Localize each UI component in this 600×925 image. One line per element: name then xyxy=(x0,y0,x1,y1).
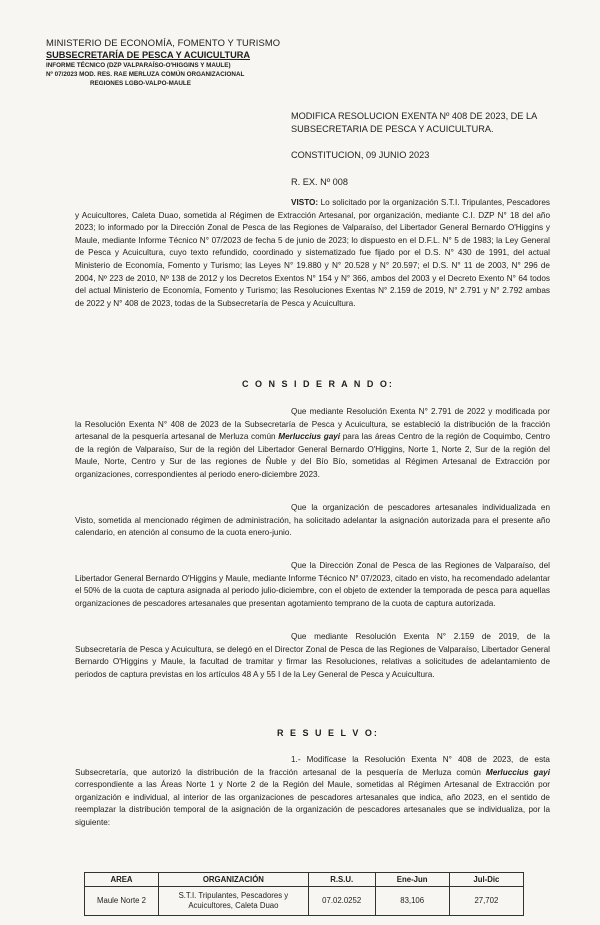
document-subject: MODIFICA RESOLUCION EXENTA Nº 408 DE 2023, DE LA SUBSECRETARIA DE PESCA Y ACUICULTURA. xyxy=(291,111,537,134)
table-header-row xyxy=(85,873,524,887)
visto-paragraph xyxy=(75,197,550,310)
species-name: Merluccius gayi xyxy=(278,432,341,442)
visto-label: VISTO: xyxy=(291,198,319,207)
col-rsu: R.S.U. xyxy=(308,873,375,887)
regions-ref: REGIONES LGBO-VALPO-MAULE xyxy=(90,80,191,87)
considerando-paragraph-4: Que mediante Resolución Exenta N° 2.159 de 2019, de la Subsecretaría de Pesca y Acuicultura, se delegó en el Director Zonal de Pesca de las Regiones de Valparaíso, Libertador General Bernardo O'Higgins y Maule, la facultad de tramitar y firmar las Resoluciones, relativas a solicitudes de adelantamiento de periodos de captura previstas en los artículos 48 A y 55 I de la Ley General de Pesca y Acuicultura. xyxy=(75,632,550,679)
col-organizacion: ORGANIZACIÓN xyxy=(159,873,309,887)
subsecretary-name: SUBSECRETARÍA DE PESCA Y ACUICULTURA xyxy=(46,50,251,60)
distribution-table xyxy=(84,872,524,916)
resuelvo-paragraph-1: 1.- Modifícase la Resolución Exenta N° 408 de 2023, de esta Subsecretaría, que autorizó la distribución de la fracción artesanal de la pesquería de Merluza común Merluccius gayi correspondiente a las Áreas Norte 1 y Norte 2 de la Región del Maule, sometidas al Régimen Artesanal de Extracción por organización e individual, al interior de las organizaciones de pescadores artesanales que indica, año 2023, en el sentido de reemplazar la distribución temporal de la asignación de la organización de pescadores artesanales que se individualiza, por la siguiente: xyxy=(75,755,550,827)
considerando-heading: C O N S I D E R A N D O: xyxy=(242,379,394,389)
cell-area: Maule Norte 2 xyxy=(85,887,159,916)
considerando-paragraph-2: Que la organización de pescadores artesanales individualizada en Visto, sometida al mencionado régimen de administración, ha solicitado adelantar la asignación autorizada para el presente año calendario, en atención al consumo de la cuota enero-junio. xyxy=(75,503,550,538)
visto-text: Lo solicitado por la organización S.T.I. Tripulantes, Pescadores y Acuicultores, Caleta Duao, sometida al Régimen de Extracción Artesanal, por organización, mediante C.I. DZP N° 18 del año 2023; lo informado por la Dirección Zonal de Pesca de las Regiones de Valparaíso, del Libertador General Bernardo O'Higgins y Maule, mediante Informe Técnico N° 07/2023 de fecha 5 de junio de 2023; lo dispuesto en el D.F.L. N° 5 de 1983; la Ley General de Pesca y Acuicultura, cuyo texto refundido, coordinado y sistematizado fue fijado por el D.S. N° 430 de 1991, del actual Ministerio de Economía, Fomento y Turismo; las Leyes N° 19.880 y N° 20.528 y N° 20.597; el D.S. N° 11 de 2003, N° 296 de 2004, Nº 223 de 2010, Nº 138 de 2012 y los Decretos Exentos N° 154 y N° 366, ambos del 2003 y el Decreto Exento N° 64 todos del actual Ministerio de Economía, Fomento y Turismo; las Resoluciones Exentas N° 2.159 de 2019, N° 2.791 y N° 2.792 ambas de 2022 y N° 408 de 2023, todas de la Subsecretaría de Pesca y Acuicultura. xyxy=(75,198,550,308)
cell-rsu: 07.02.0252 xyxy=(308,887,375,916)
cell-jul-dic: 27,702 xyxy=(449,887,523,916)
resolution-ref: Nº 07/2023 MOD. RES. RAE MERLUZA COMÚN ORGANIZACIONAL xyxy=(46,71,245,78)
considerando-paragraph-1: Que mediante Resolución Exenta N° 2.791 de 2022 y modificada por la Resolución Exenta N° 408 de 2023 de la Subsecretaría de Pesca y Acuicultura, se estableció la distribución de la fracción artesanal de la pesquería artesanal de Merluza común Merluccius gayi para las áreas Centro de la región de Coquimbo, Centro de la región de Valparaíso, Sur de la región del Libertador General Bernardo O'Higgins, Norte 1, Norte 2, Sur de la región del Maule, Norte, Centro y Sur de las regiones de Ñuble y del Bío Bío, sometidas al Régimen Artesanal de Extracción por organizaciones, correspondientes al periodo enero-diciembre 2023. xyxy=(75,407,550,479)
col-area: AREA xyxy=(85,873,159,887)
cell-organizacion: S.T.I. Tripulantes, Pescadores y Acuicultores, Caleta Duao xyxy=(159,887,309,916)
table-row xyxy=(85,887,524,916)
col-jul-dic: Jul-Dic xyxy=(449,873,523,887)
resolution-number: R. EX. Nº 008 xyxy=(291,177,348,187)
resuelvo-heading: R E S U E L V O: xyxy=(277,728,379,738)
col-ene-jun: Ene-Jun xyxy=(375,873,449,887)
place-date: CONSTITUCION, 09 JUNIO 2023 xyxy=(291,150,430,160)
cell-ene-jun: 83,106 xyxy=(375,887,449,916)
considerando-paragraph-3: Que la Dirección Zonal de Pesca de las Regiones de Valparaíso, del Libertador General Bernardo O'Higgins y Maule, mediante Informe Técnico N° 07/2023, citado en visto, ha recomendado adelantar el 50% de la cuota de captura asignada al periodo julio-diciembre, con el objeto de extender la temporada de pesca para aquellas organizaciones de pescadores artesanales que presentan agotamiento temprano de la cuota de captura autorizada. xyxy=(75,561,550,608)
ministry-name: MINISTERIO DE ECONOMÍA, FOMENTO Y TURISMO xyxy=(46,37,281,48)
technical-report-ref: INFORME TÉCNICO (DZP VALPARAÍSO-O'HIGGINS Y MAULE) xyxy=(46,62,231,69)
letterhead xyxy=(46,37,346,87)
species-name: Merluccius gayi xyxy=(485,767,550,777)
